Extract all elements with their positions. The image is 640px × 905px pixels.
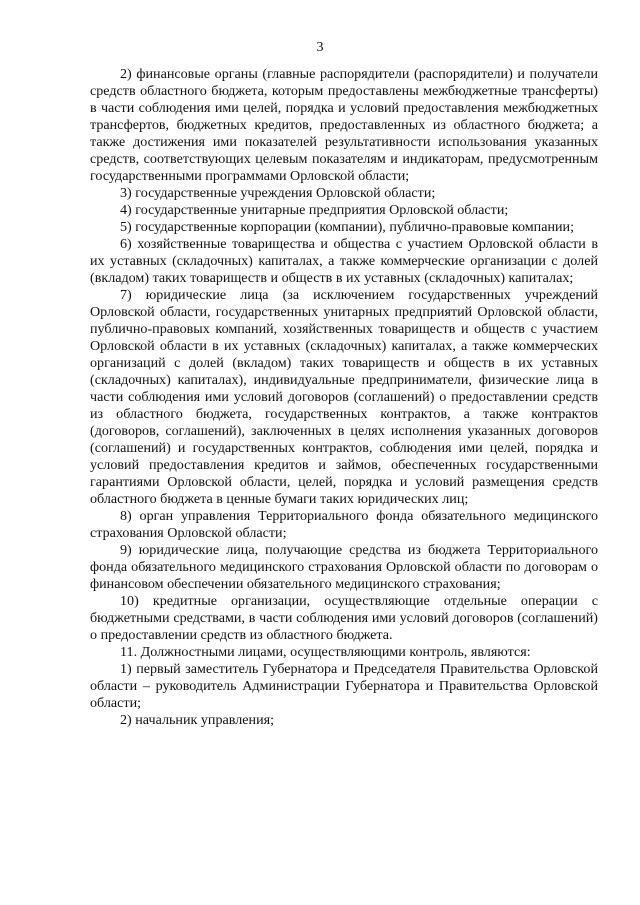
paragraph-item-3: 3) государственные учреждения Орловской области;	[120, 185, 436, 201]
paragraph-official-2: 2) начальник управления;	[120, 712, 275, 728]
paragraph-section-11: 11. Должностными лицами, осуществляющими контроль, являются:	[120, 644, 531, 660]
page-number: 3	[316, 40, 324, 55]
paragraph-official-1: 1) первый заместитель Губернатора и Председателя Правительства Орловской области – руководитель Администрации Губернатора и Правительства Орловской области;	[90, 661, 598, 711]
paragraph-item-9: 9) юридические лица, получающие средства из бюджета Территориального фонда обязательного медицинского страхования Орловской области по договорам о финансовом обеспечении обязательного медицинского страхования;	[90, 542, 598, 592]
paragraph-item-10: 10) кредитные организации, осуществляющие отдельные операции с бюджетными средствами, в части соблюдения ими условий договоров (соглашений) о предоставлении средств из областного бюджета.	[90, 593, 598, 643]
paragraph-item-2: 2) финансовые органы (главные распорядители (распорядители) и получатели средств областного бюджета, которым предоставлены межбюджетные трансферты) в части соблюдения ими целей, порядка и условий предоставления межбюджетных трансфертов, бюджетных кредитов, предоставленных из областного бюджета; а также достижения ими показателей результативности использования указанных средств, соответствующих целевым показателям и индикаторам, предусмотренным государственными программами Орловской области;	[90, 66, 598, 184]
paragraph-item-5: 5) государственные корпорации (компании), публично-правовые компании;	[120, 219, 575, 235]
paragraph-item-8: 8) орган управления Территориального фонда обязательного медицинского страхования Орловской области;	[90, 508, 598, 541]
paragraph-item-4: 4) государственные унитарные предприятия Орловской области;	[120, 202, 509, 218]
paragraph-item-7: 7) юридические лица (за исключением государственных учреждений Орловской области, государственных унитарных предприятий Орловской области, публично-правовых компаний, хозяйственных товариществ и обществ с участием Орловской области в их уставных (складочных) капиталах, а также коммерческих организаций с долей (вкладом) таких товариществ и обществ в их уставных (складочных) капиталах), индивидуальные предприниматели, физические лица в части соблюдения ими условий договоров (соглашений) о предоставлении средств из областного бюджета, государственных контрактов, а также контрактов (договоров, соглашений), заключенных в целях исполнения указанных договоров (соглашений) и государственных контрактов, соблюдения ими целей, порядка и условий предоставления кредитов и займов, обеспеченных государственными гарантиями Орловской области, целей, порядка и условий размещения средств областного бюджета в ценные бумаги таких юридических лиц;	[90, 287, 598, 507]
paragraph-item-6: 6) хозяйственные товарищества и общества с участием Орловской области в их уставных (складочных) капиталах, а также коммерческие организации с долей (вкладом) таких товариществ и обществ в их уставных (складочных) капиталах;	[90, 236, 598, 286]
document-body	[90, 66, 598, 729]
